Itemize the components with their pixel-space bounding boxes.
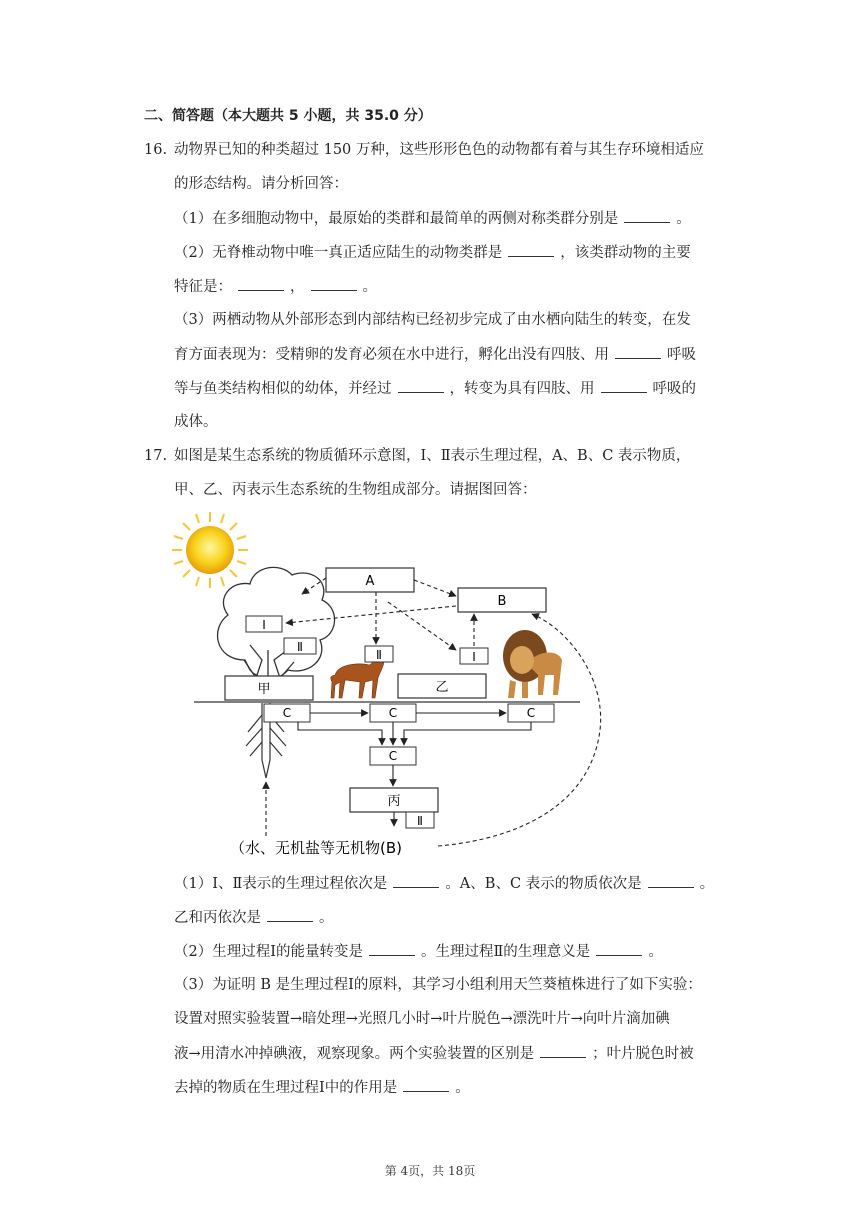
q17-part2-text-c: 。 bbox=[648, 944, 663, 960]
answer-blank[interactable] bbox=[311, 276, 357, 291]
q17-part1-text-e: 。 bbox=[319, 910, 334, 926]
q17-part3-text-c: 去掉的物质在生理过程Ⅰ中的作用是 bbox=[174, 1080, 398, 1096]
q17-part3-line1: （3）为证明 B 是生理过程Ⅰ的原料，其学习小组利用天竺葵植株进行了如下实验： bbox=[174, 977, 702, 993]
box-c-right-label: C bbox=[526, 706, 536, 720]
q16-number: 16. bbox=[144, 142, 168, 158]
q16-part3-text-e: 呼吸的 bbox=[652, 381, 696, 397]
answer-blank[interactable] bbox=[615, 344, 661, 359]
lion-icon bbox=[503, 630, 562, 698]
q17-part1-text-d: 乙和丙依次是 bbox=[174, 910, 261, 926]
q17-part3-line2: 设置对照实验装置→暗处理→光照几小时→叶片脱色→漂洗叶片→向叶片滴加碘 bbox=[174, 1011, 670, 1027]
q16-part2-line1 bbox=[174, 242, 691, 263]
q16-part3-text-c: 等与鱼类结构相似的幼体，并经过 bbox=[174, 381, 392, 397]
q17-part3-text-b: ；叶片脱色时被 bbox=[592, 1046, 694, 1062]
label-ii-bottom-text: Ⅱ bbox=[417, 814, 423, 828]
q16-part3-line2 bbox=[174, 344, 696, 365]
q17-stem-line1: 如图是某生态系统的物质循环示意图，Ⅰ、Ⅱ表示生理过程，A、B、C 表示物质， bbox=[174, 448, 691, 464]
answer-blank[interactable] bbox=[403, 1077, 449, 1092]
q16-part2-text-e: 。 bbox=[362, 279, 377, 295]
answer-blank[interactable] bbox=[596, 941, 642, 956]
q16-part3-text-a: 育方面表现为：受精卵的发育必须在水中进行，孵化出没有四肢、用 bbox=[174, 347, 609, 363]
q16-part2-line2 bbox=[174, 276, 377, 297]
q16-part3-text-b: 呼吸 bbox=[667, 347, 696, 363]
label-i-right-text: Ⅰ bbox=[472, 650, 476, 664]
q16-part3-line3 bbox=[174, 378, 696, 399]
q17-number: 17. bbox=[144, 448, 168, 464]
q17-part1-text-c: 。 bbox=[699, 876, 715, 892]
ecosystem-cycle-diagram bbox=[170, 510, 620, 866]
answer-blank[interactable] bbox=[508, 242, 554, 257]
q16-part1-text: （1）在多细胞动物中，最原始的类群和最简单的两侧对称类群分别是 bbox=[174, 211, 619, 227]
q17-part3-line3 bbox=[174, 1043, 694, 1064]
answer-blank[interactable] bbox=[540, 1043, 586, 1058]
q17-stem-line2: 甲、乙、丙表示生态系统的生物组成部分。请据图回答： bbox=[174, 482, 537, 498]
box-jia-label: 甲 bbox=[257, 682, 271, 697]
q16-part2-text-d: ， bbox=[290, 279, 305, 295]
q17-part1-line2 bbox=[174, 907, 334, 928]
answer-blank[interactable] bbox=[369, 941, 415, 956]
q17-part2-text-b: 。生理过程Ⅱ的生理意义是 bbox=[420, 944, 591, 960]
q17-part3-text-d: 。 bbox=[455, 1080, 470, 1096]
section-title: 二、简答题（本大题共 5 小题，共 35.0 分） bbox=[144, 108, 432, 124]
box-b-label: B bbox=[497, 594, 507, 609]
q17-part3-line4 bbox=[174, 1077, 470, 1098]
answer-blank[interactable] bbox=[238, 276, 284, 291]
answer-blank[interactable] bbox=[393, 873, 439, 888]
page-footer: 第 4页，共 18页 bbox=[384, 1164, 476, 1178]
q16-part2-text-a: （2）无脊椎动物中唯一真正适应陆生的动物类群是 bbox=[174, 245, 503, 261]
box-a-label: A bbox=[365, 574, 375, 589]
q16-part2-text-b: ，该类群动物的主要 bbox=[560, 245, 691, 261]
q17-part3-text-a: 液→用清水冲掉碘液，观察现象。两个实验装置的区别是 bbox=[174, 1046, 535, 1062]
sun-icon bbox=[172, 512, 248, 588]
q17-part1-text-b: 。A、B、C 表示的物质依次是 bbox=[445, 876, 642, 892]
q17-part1-text-a: （1）Ⅰ、Ⅱ表示的生理过程依次是 bbox=[174, 876, 388, 892]
label-ii-middle-text: Ⅱ bbox=[376, 648, 382, 662]
answer-blank[interactable] bbox=[398, 378, 444, 393]
q16-part3-line4: 成体。 bbox=[174, 414, 218, 430]
figure-caption: （水、无机盐等无机物(B) bbox=[230, 839, 402, 857]
q16-part1 bbox=[174, 208, 691, 229]
box-bing-label: 丙 bbox=[387, 794, 401, 809]
q16-stem-line1: 动物界已知的种类超过 150 万种，这些形形色色的动物都有着与其生存环境相适应 bbox=[174, 142, 704, 158]
q16-stem-line2: 的形态结构。请分析回答： bbox=[174, 176, 348, 192]
q17-part2 bbox=[174, 941, 663, 962]
box-c-middle-label: C bbox=[388, 706, 398, 720]
q16-part1-end: 。 bbox=[676, 211, 691, 227]
q17-part1-line1 bbox=[174, 873, 714, 894]
answer-blank[interactable] bbox=[267, 907, 313, 922]
label-ii-tree-text: Ⅱ bbox=[297, 640, 303, 654]
box-c-lower-label: C bbox=[388, 749, 398, 763]
label-i-tree-text: Ⅰ bbox=[262, 618, 266, 632]
answer-blank[interactable] bbox=[601, 378, 647, 393]
box-yi-label: 乙 bbox=[435, 680, 449, 695]
q17-part2-text-a: （2）生理过程Ⅰ的能量转变是 bbox=[174, 944, 363, 960]
q16-part3-text-d: ，转变为具有四肢、用 bbox=[449, 381, 595, 397]
q16-part3-line1: （3）两栖动物从外部形态到内部结构已经初步完成了由水栖向陆生的转变，在发 bbox=[174, 312, 691, 328]
answer-blank[interactable] bbox=[648, 873, 694, 888]
q16-part2-text-c: 特征是： bbox=[174, 279, 232, 295]
answer-blank[interactable] bbox=[624, 208, 670, 223]
box-c-left-label: C bbox=[282, 706, 292, 720]
